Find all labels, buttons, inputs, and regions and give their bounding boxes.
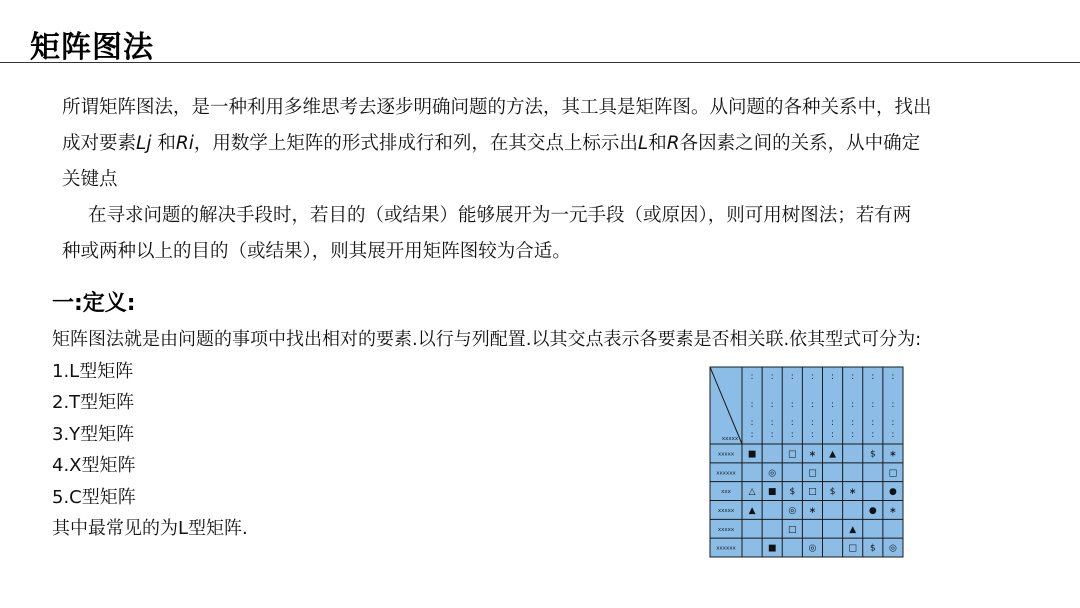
header-mark: : <box>750 400 754 410</box>
definition-block <box>52 324 1062 545</box>
matrix-cell-symbol: $ <box>789 487 796 498</box>
intro-paragraph-2-cont <box>62 234 1052 270</box>
intro-p1-part-a: 所谓矩阵图法，是一种利用多维思考去逐步明确问题的方法，其工具是矩阵图。从问题的各种关系中，找出 <box>62 97 932 118</box>
header-mark: : <box>770 430 774 440</box>
matrix-cell-symbol: ▲ <box>748 505 756 516</box>
matrix-cell-symbol: ● <box>868 505 877 516</box>
header-mark: : <box>831 418 835 428</box>
matrix-cell-symbol: ▲ <box>849 524 857 535</box>
header-mark: : <box>770 400 774 410</box>
row-label: xxxxxx <box>716 470 736 477</box>
header-mark: : <box>810 400 814 410</box>
header-mark: : <box>851 418 855 428</box>
matrix-type-item: 4.X型矩阵 <box>52 455 136 476</box>
matrix-background <box>710 367 903 557</box>
matrix-cell-symbol: $ <box>869 543 876 554</box>
header-mark: : <box>871 400 875 410</box>
matrix-type-item: 3.Y型矩阵 <box>52 423 135 445</box>
header-mark: : <box>790 418 794 428</box>
matrix-cell-symbol: ∗ <box>808 449 817 460</box>
intro-p1-lj: Lj <box>136 133 152 154</box>
intro-p2-part-b: 种或两种以上的目的（或结果），则其展开用矩阵图较为合适。 <box>62 241 571 262</box>
header-mark: : <box>831 400 835 410</box>
matrix-cell-symbol: □ <box>888 468 898 479</box>
intro-p1-part-e: 和 <box>648 133 667 154</box>
header-mark: : <box>891 372 895 382</box>
header-mark: : <box>770 418 774 428</box>
matrix-type-item: 1.L型矩阵 <box>52 360 134 382</box>
header-mark: : <box>891 418 895 428</box>
intro-p1-part-d: ，用数学上矩阵的形式排成行和列，在其交点上标示出 <box>193 133 638 154</box>
matrix-cell-symbol: □ <box>788 524 797 535</box>
matrix-cell-symbol: ● <box>889 487 897 498</box>
matrix-cell-symbol: ◎ <box>788 505 797 516</box>
header-mark: : <box>851 372 855 382</box>
header-mark: : <box>871 430 875 440</box>
definition-heading: 一:定义: <box>52 291 136 316</box>
row-label: xxxxx <box>717 526 735 533</box>
l-matrix-diagram <box>709 366 904 562</box>
intro-p1-part-b: 成对要素 <box>62 133 137 154</box>
matrix-cell-symbol: $ <box>829 487 836 498</box>
intro-p1-part-f: 各因素之间的关系，从中确定 <box>679 133 921 154</box>
header-mark: : <box>851 400 855 410</box>
matrix-cell-symbol: ∗ <box>808 505 817 516</box>
header-mark: : <box>750 372 754 382</box>
matrix-cell-symbol: ◎ <box>889 543 897 554</box>
intro-p1-part-g: 关键点 <box>62 169 118 190</box>
header-mark: : <box>810 418 814 428</box>
intro-paragraph-2 <box>62 198 1052 234</box>
header-mark: : <box>810 430 814 440</box>
header-mark: : <box>770 372 774 382</box>
header-mark: : <box>750 418 754 428</box>
intro-p2-part-a: 在寻求问题的解决手段时，若目的（或结果）能够展开为一元手段（或原因），则可用树图法；若有两 <box>88 205 912 226</box>
matrix-cell-symbol: ∗ <box>889 505 897 516</box>
matrix-type-item: 2.T型矩阵 <box>52 392 135 413</box>
header-mark: : <box>871 418 875 428</box>
definition-footer: 其中最常见的为L型矩阵. <box>52 518 248 539</box>
corner-label: xxxxx <box>721 436 739 442</box>
header-mark: : <box>790 372 794 382</box>
intro-paragraph-1 <box>62 90 1052 198</box>
matrix-cell-symbol: ■ <box>767 543 777 554</box>
header-mark: : <box>810 372 814 382</box>
header-mark: : <box>790 400 794 410</box>
matrix-cell-symbol: ◎ <box>808 543 817 554</box>
intro-p1-part-c: 和 <box>151 133 176 154</box>
row-label: xxxxxx <box>716 545 736 552</box>
matrix-cell-symbol: ∗ <box>889 449 897 460</box>
row-label: xxxxx <box>717 451 735 458</box>
matrix-cell-symbol: ■ <box>747 449 757 460</box>
matrix-cell-symbol: $ <box>869 449 876 460</box>
header-mark: : <box>750 430 754 440</box>
matrix-cell-symbol: ∗ <box>848 487 857 498</box>
header-mark: : <box>891 430 895 440</box>
intro-p1-l: L <box>637 133 649 154</box>
matrix-cell-symbol: ■ <box>767 487 777 498</box>
header-mark: : <box>790 430 794 440</box>
header-mark: : <box>851 430 855 440</box>
matrix-cell-symbol: □ <box>788 449 797 460</box>
header-mark: : <box>891 400 895 410</box>
intro-text <box>62 90 1052 270</box>
title-divider <box>0 62 1080 63</box>
intro-p1-r: R <box>666 133 680 154</box>
header-mark: : <box>831 430 835 440</box>
matrix-cell-symbol: ▲ <box>829 449 837 460</box>
matrix-cell-symbol: △ <box>748 487 756 498</box>
matrix-svg <box>709 366 904 558</box>
row-label: xxxxx <box>717 507 735 514</box>
row-label: xxx <box>721 489 731 496</box>
page-title: 矩阵图法 <box>30 30 154 65</box>
matrix-cell-symbol: □ <box>848 543 857 554</box>
definition-description: 矩阵图法就是由问题的事项中找出相对的要素.以行与列配置.以其交点表示各要素是否相关联.依其型式可分为: <box>52 329 922 350</box>
intro-p1-ri: Ri <box>175 133 194 154</box>
matrix-cell-symbol: □ <box>808 468 817 479</box>
header-mark: : <box>871 372 875 382</box>
matrix-cell-symbol: □ <box>808 487 817 498</box>
matrix-type-item: 5.C型矩阵 <box>52 486 136 508</box>
matrix-cell-symbol: ◎ <box>768 468 777 479</box>
header-mark: : <box>831 372 835 382</box>
